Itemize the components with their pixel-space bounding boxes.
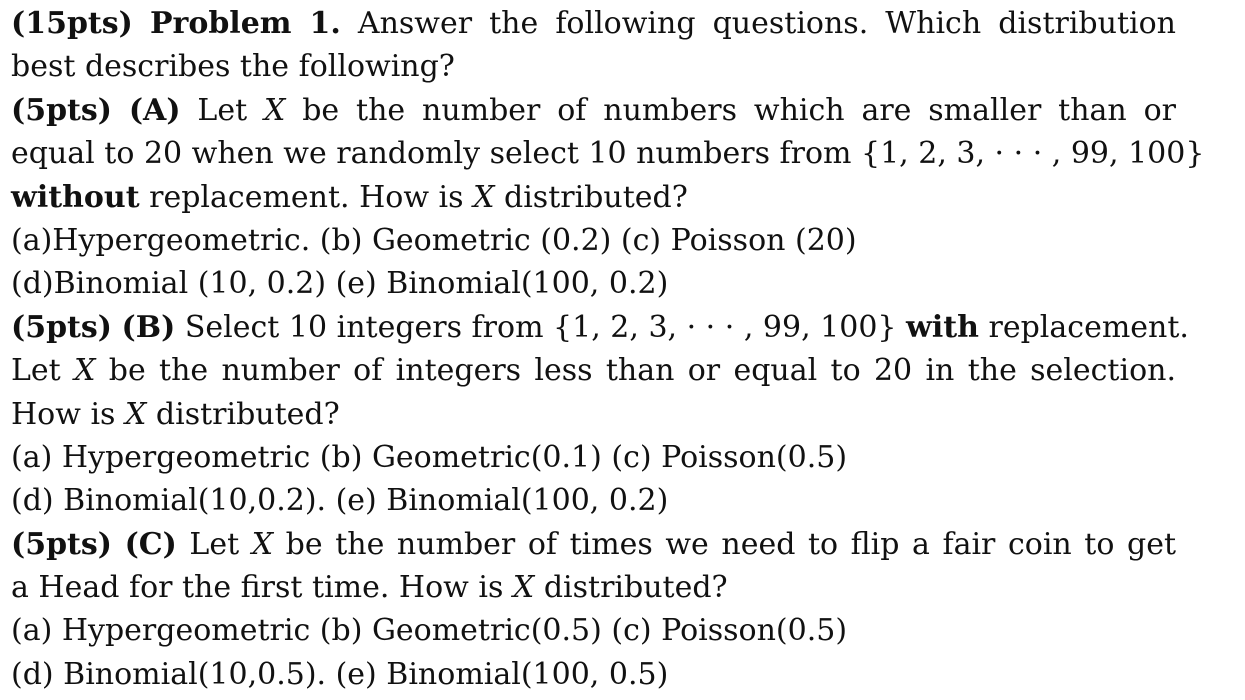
part-c-text-1a: Let bbox=[189, 526, 240, 562]
part-a-options-text-2: (d)Binomial (10, 0.2) (e) Binomial(100, 0.2) bbox=[11, 266, 669, 302]
part-b-options-2 bbox=[11, 479, 1176, 522]
part-a-var-x-2: X bbox=[473, 179, 495, 215]
part-a-line-2 bbox=[11, 132, 1205, 175]
part-a-line-1 bbox=[11, 89, 1176, 132]
problem-intro-line-2 bbox=[11, 45, 1176, 88]
part-a-points: (5pts) bbox=[11, 92, 112, 128]
part-a-text-3a: replacement. How is bbox=[149, 179, 464, 215]
part-a-line-3 bbox=[11, 176, 1176, 219]
part-a-text-2: equal to 20 when we randomly select 10 numbers from {1, 2, 3, · · · , 99, 100} bbox=[11, 136, 1205, 172]
part-b-with: with bbox=[906, 309, 979, 345]
part-b-line-2 bbox=[11, 349, 1176, 392]
part-b-line-3 bbox=[11, 393, 1176, 436]
part-a-without: without bbox=[11, 179, 140, 215]
part-b-text-2b: be the number of integers less than or equal to 20 in the selection. bbox=[108, 353, 1177, 389]
part-c-options-1 bbox=[11, 609, 1176, 652]
part-c-var-x: X bbox=[251, 526, 274, 562]
part-a-options-1 bbox=[11, 219, 1176, 262]
part-b-options-1 bbox=[11, 436, 1176, 479]
part-a-label: (A) bbox=[128, 92, 181, 128]
problem-intro-1: Answer the following questions. Which distribution bbox=[357, 6, 1176, 41]
part-c-points: (5pts) bbox=[11, 526, 112, 562]
part-b-var-x: X bbox=[74, 353, 96, 389]
part-c-text-2a: a Head for the first time. How is bbox=[11, 570, 504, 606]
problem-intro-2: best describes the following? bbox=[11, 49, 455, 85]
problem-heading bbox=[11, 2, 1176, 45]
part-c-options-2 bbox=[11, 653, 1176, 696]
part-a-var-x: X bbox=[263, 92, 286, 128]
part-c-options-text-1: (a) Hypergeometric (b) Geometric(0.5) (c) Poisson(0.5) bbox=[11, 613, 848, 649]
part-c-text-1b: be the number of times we need to flip a fair coin to get bbox=[285, 526, 1177, 562]
part-a-text-1b: be the number of numbers which are smaller than or bbox=[302, 92, 1176, 128]
part-b-points: (5pts) bbox=[11, 309, 112, 345]
part-b-text-3b: distributed? bbox=[155, 396, 340, 432]
problem-points: (15pts) bbox=[11, 6, 133, 41]
part-b-line-1 bbox=[11, 306, 1189, 349]
part-b-text-3a: How is bbox=[11, 396, 116, 432]
problem-label: Problem 1. bbox=[149, 6, 341, 41]
part-b-text-1a: Select 10 integers from {1, 2, 3, · · · , 99, 100} bbox=[184, 309, 897, 345]
part-a-options-text-1: (a)Hypergeometric. (b) Geometric (0.2) (c) Poisson (20) bbox=[11, 222, 857, 258]
part-c-line-1 bbox=[11, 523, 1176, 566]
problem-document bbox=[11, 0, 1205, 696]
part-a-options-2 bbox=[11, 262, 1176, 305]
part-b-text-1b: replacement. bbox=[988, 309, 1189, 345]
part-b-label: (B) bbox=[121, 309, 176, 345]
part-b-var-x-2: X bbox=[124, 396, 147, 432]
part-a-text-3b: distributed? bbox=[504, 179, 688, 215]
part-c-text-2b: distributed? bbox=[543, 570, 728, 606]
part-c-var-x-2: X bbox=[512, 570, 535, 606]
part-b-options-text-1: (a) Hypergeometric (b) Geometric(0.1) (c) Poisson(0.5) bbox=[11, 439, 848, 475]
part-c-options-text-2: (d) Binomial(10,0.5). (e) Binomial(100, 0.5) bbox=[11, 656, 669, 692]
part-b-text-2a: Let bbox=[11, 353, 61, 389]
part-a-text-1a: Let bbox=[197, 92, 248, 128]
part-b-options-text-2: (d) Binomial(10,0.2). (e) Binomial(100, 0.2) bbox=[11, 483, 669, 519]
part-c-line-2 bbox=[11, 566, 1176, 609]
part-c-label: (C) bbox=[124, 526, 177, 562]
